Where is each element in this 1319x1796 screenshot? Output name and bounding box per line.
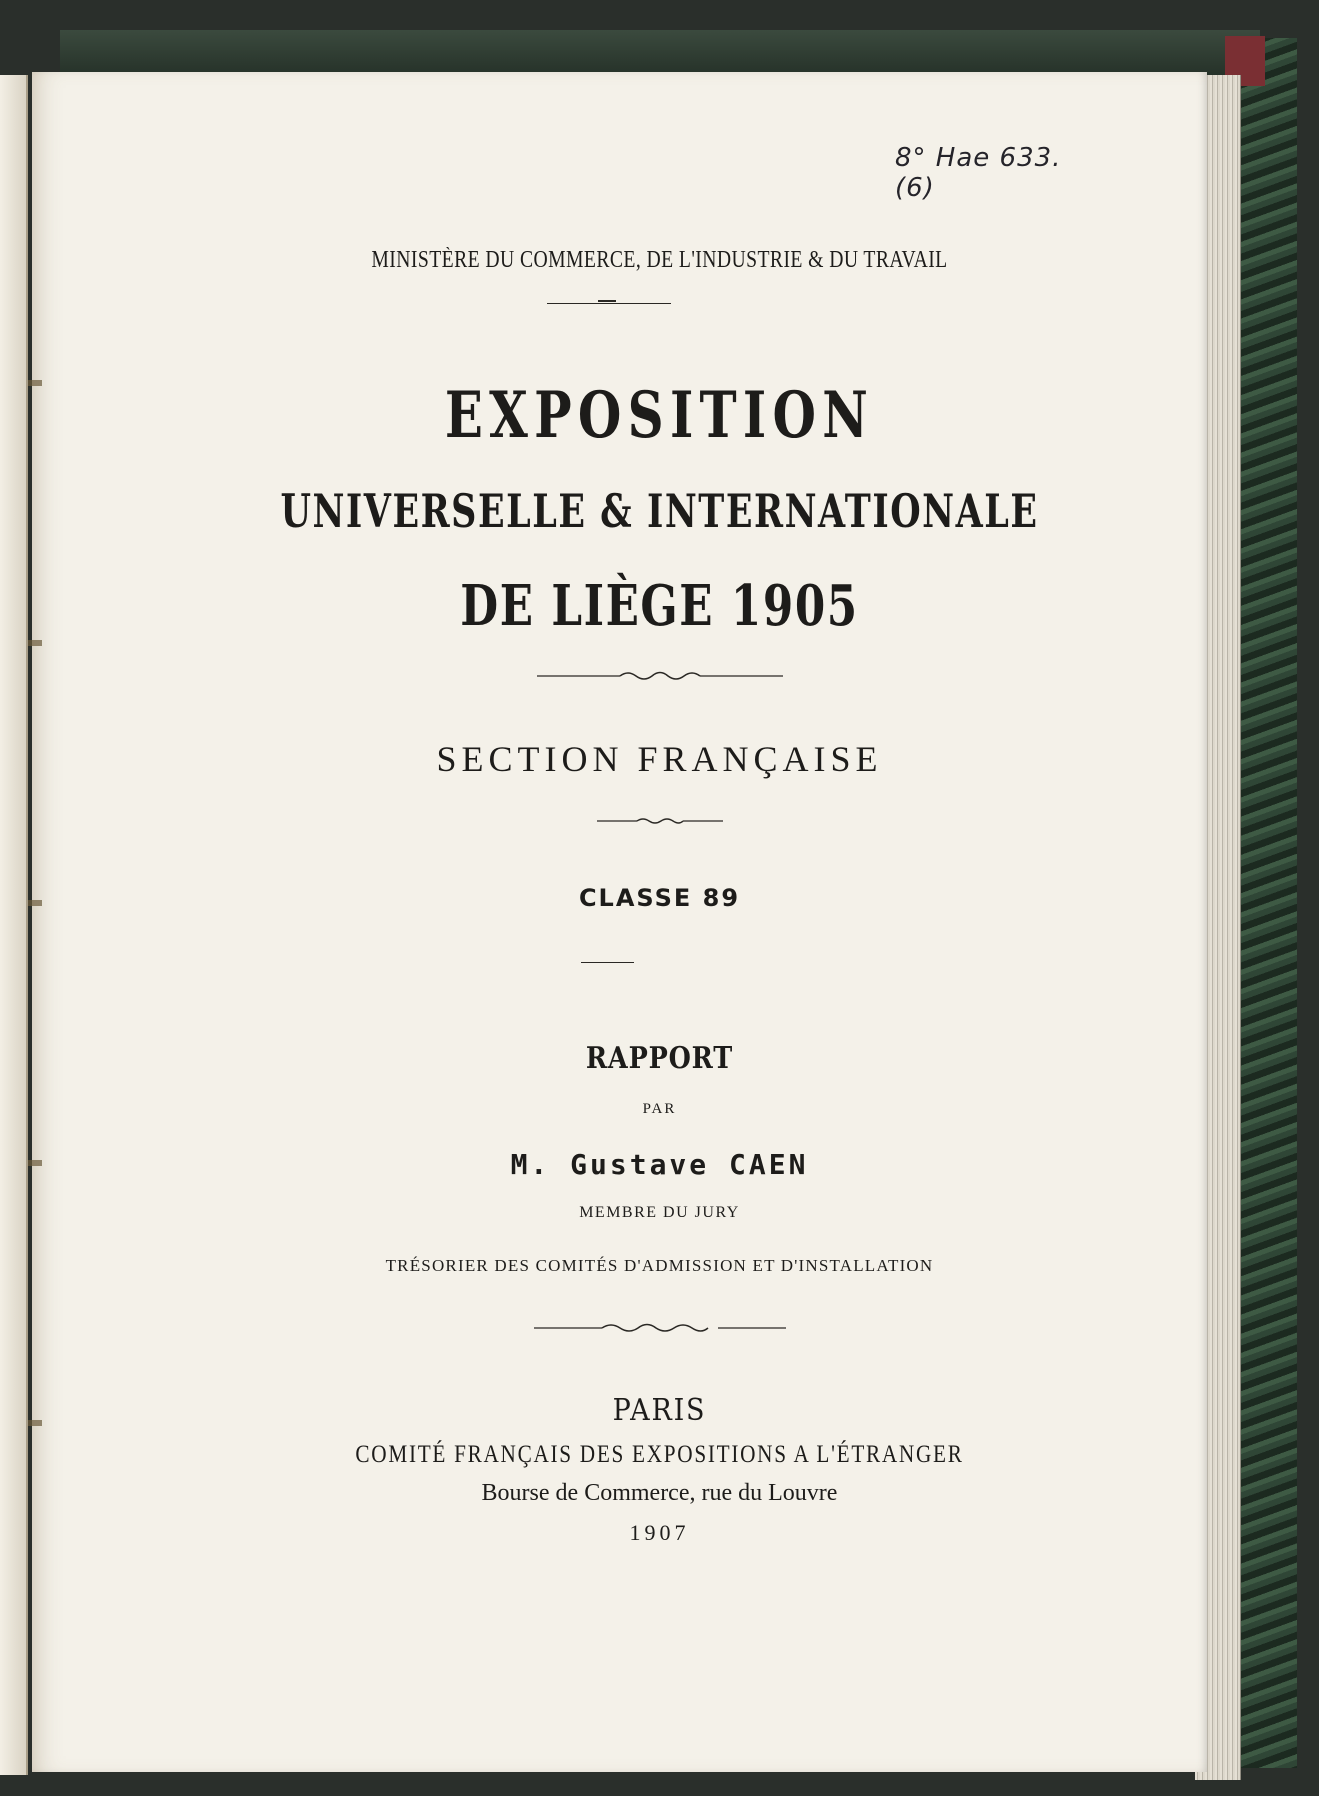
report-author: M. Gustave CAEN bbox=[510, 1148, 809, 1181]
section-heading: SECTION FRANÇAISE bbox=[436, 739, 883, 779]
author-role-jury: MEMBRE DU JURY bbox=[579, 1204, 740, 1221]
imprint-publisher: COMITÉ FRANÇAIS DES EXPOSITIONS A L'ÉTRANGER bbox=[355, 1441, 964, 1468]
title-page bbox=[32, 72, 1207, 1772]
rule-under-classe bbox=[581, 962, 634, 963]
classe-label: CLASSE 89 bbox=[578, 884, 741, 912]
imprint-year: 1907 bbox=[629, 1520, 690, 1545]
ministry-heading: MINISTÈRE DU COMMERCE, DE L'INDUSTRIE & DU TRAVAIL bbox=[371, 247, 948, 273]
ornament-divider-3 bbox=[0, 1320, 1319, 1340]
call-number-text: 8° Hae 633.(6) bbox=[895, 143, 1062, 203]
ornament-divider-1 bbox=[0, 668, 1319, 688]
flourish-icon bbox=[535, 668, 785, 684]
small-flourish-icon bbox=[595, 815, 725, 827]
ornament-divider-2 bbox=[0, 812, 1319, 831]
call-number-annotation bbox=[895, 143, 1095, 203]
report-by: PAR bbox=[642, 1101, 677, 1117]
imprint-address: Bourse de Commerce, rue du Louvre bbox=[481, 1480, 838, 1506]
rule-mark bbox=[598, 300, 616, 302]
author-role-treasurer: TRÉSORIER DES COMITÉS D'ADMISSION ET D'INSTALLATION bbox=[385, 1256, 934, 1275]
title-universelle: UNIVERSELLE & INTERNATIONALE bbox=[280, 484, 1039, 538]
imprint-city: PARIS bbox=[612, 1393, 707, 1428]
title-exposition: EXPOSITION bbox=[444, 378, 875, 453]
binding-threads bbox=[28, 150, 42, 1550]
report-heading: RAPPORT bbox=[585, 1041, 734, 1076]
title-liege: DE LIÈGE 1905 bbox=[460, 573, 859, 639]
rule-under-ministry bbox=[547, 303, 671, 304]
flourish-icon bbox=[532, 1320, 788, 1336]
